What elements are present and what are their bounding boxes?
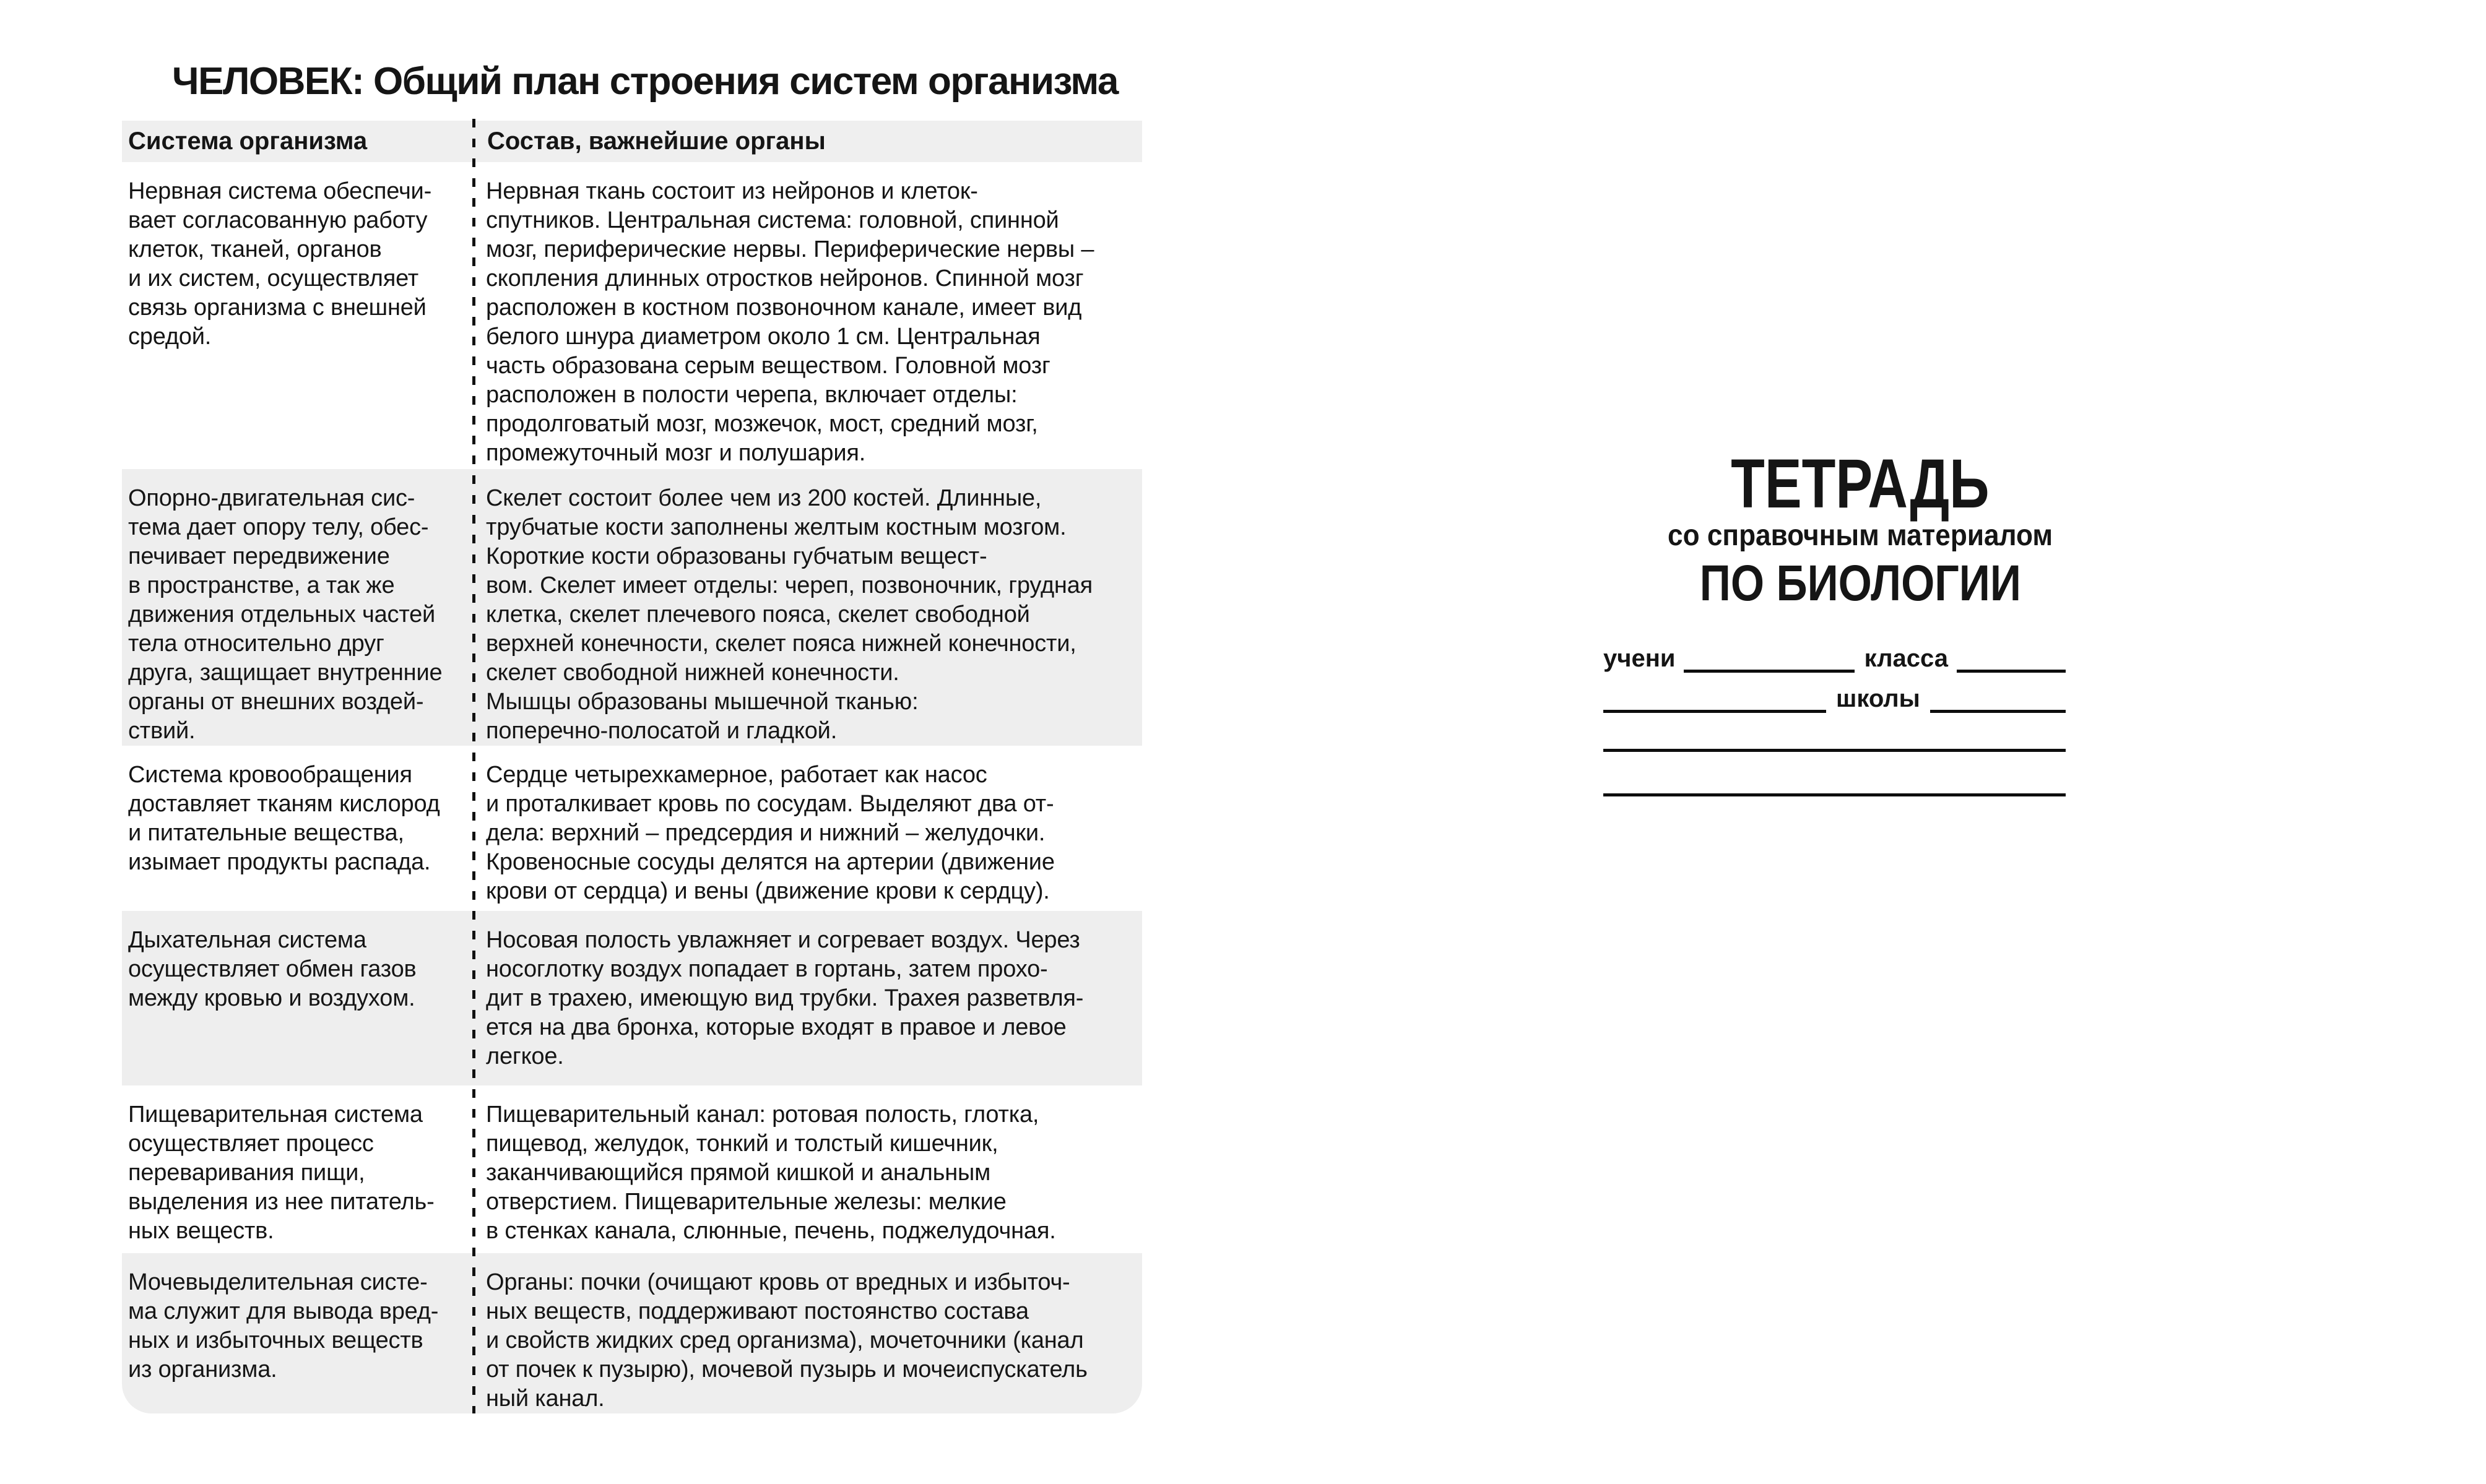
blank-line	[1684, 641, 1854, 673]
system-cell	[122, 746, 472, 911]
column-header-system: Система организма	[128, 127, 368, 155]
table-row	[122, 1253, 1142, 1413]
text-line: осуществляет обмен газов	[128, 956, 417, 982]
text-line: Пищеварительный канал: ротовая полость, глотка,	[486, 1102, 1039, 1128]
text-line: вом. Скелет имеет отделы: череп, позвоночник, грудная	[486, 572, 1093, 598]
text-line: изымает продукты распада.	[128, 849, 431, 875]
text-line: продолговатый мозг, мозжечок, мост, средний мозг,	[486, 411, 1038, 437]
system-cell	[122, 469, 472, 746]
form-row-school	[1603, 681, 2066, 713]
cover-title	[1622, 445, 2098, 522]
text-line: друга, защищает внутренние	[128, 660, 443, 686]
text-line: Кровеносные сосуды делятся на артерии (движение	[486, 849, 1055, 875]
text-line: скелет свободной нижней конечности.	[486, 660, 899, 686]
text-line: органы от внешних воздей-	[128, 689, 424, 715]
class-label: класса	[1864, 645, 1948, 672]
system-cell	[122, 162, 472, 469]
text-line: осуществляет процесс	[128, 1131, 374, 1157]
blank-line	[1930, 681, 2066, 713]
text-line: и питательные вещества,	[128, 820, 404, 846]
text-line: выделения из нее питатель-	[128, 1189, 435, 1215]
text-line: пищевод, желудок, тонкий и толстый кишечник,	[486, 1131, 998, 1157]
text-line: печивает передвижение	[128, 543, 390, 569]
text-line: заканчивающийся прямой кишкой и анальным	[486, 1160, 991, 1186]
text-line: Мышцы образованы мышечной тканью:	[486, 689, 919, 715]
text-line: спутников. Центральная система: головной, спинной	[486, 207, 1059, 233]
text-line: и свойств жидких сред организма), мочеточники (канал	[486, 1327, 1084, 1353]
text-line: и проталкивает кровь по сосудам. Выделяют два от-	[486, 791, 1054, 817]
text-line: Нервная ткань состоит из нейронов и клеток-	[486, 178, 978, 204]
text-line: клеток, тканей, органов	[128, 236, 382, 262]
organs-cell	[472, 162, 1142, 469]
cover-subtitle	[1622, 521, 2098, 551]
text-line: носоглотку воздух попадает в гортань, затем прохо-	[486, 956, 1048, 982]
page-title: ЧЕЛОВЕК: Общий план строения систем организма	[172, 60, 1118, 103]
text-line: легкое.	[486, 1043, 564, 1069]
text-line: промежуточный мозг и полушария.	[486, 440, 866, 466]
text-line: Мочевыделительная систе-	[128, 1269, 428, 1295]
cover-subject-text: ПО БИОЛОГИИ	[1699, 555, 2021, 611]
text-line: ется на два бронха, которые входят в правое и левое	[486, 1014, 1067, 1040]
text-line: Опорно-двигательная сис-	[128, 485, 415, 511]
text-line: из организма.	[128, 1357, 277, 1383]
text-line: тема дает опору телу, обес-	[128, 514, 429, 540]
cover-title-text: ТЕТРАДЬ	[1731, 445, 1990, 522]
text-line: клетка, скелет плечевого пояса, скелет свободной	[486, 602, 1030, 628]
form-row-blank	[1603, 720, 2066, 752]
text-line: в пространстве, а так же	[128, 572, 395, 598]
text-line: ный канал.	[486, 1386, 605, 1412]
text-line: переваривания пищи,	[128, 1160, 365, 1186]
blank-line	[1603, 681, 1826, 713]
text-line: доставляет тканям кислород	[128, 791, 440, 817]
text-line: движения отдельных частей	[128, 602, 436, 628]
text-line: ствий.	[128, 718, 196, 744]
text-line: Органы: почки (очищают кровь от вредных и избыточ-	[486, 1269, 1070, 1295]
system-cell	[122, 1085, 472, 1253]
table-row	[122, 162, 1142, 469]
text-line: между кровью и воздухом.	[128, 985, 415, 1011]
form-row-student-class	[1603, 641, 2066, 673]
text-line: и их систем, осуществляет	[128, 265, 418, 291]
cover-subject	[1622, 555, 2098, 611]
text-line: расположен в полости черепа, включает отделы:	[486, 382, 1018, 408]
column-header-organs: Состав, важнейшие органы	[487, 127, 826, 155]
text-line: дит в трахею, имеющую вид трубки. Трахея разветвля-	[486, 985, 1084, 1011]
text-line: средой.	[128, 324, 212, 350]
text-line: крови от сердца) и вены (движение крови к сердцу).	[486, 878, 1050, 904]
text-line: дела: верхний – предсердия и нижний – желудочки.	[486, 820, 1046, 846]
blank-line	[1603, 720, 2066, 752]
text-line: ных и избыточных веществ	[128, 1327, 423, 1353]
text-line: Нервная система обеспечи-	[128, 178, 432, 204]
organs-cell	[472, 911, 1142, 1085]
system-cell	[122, 1253, 472, 1413]
organs-cell	[472, 1085, 1142, 1253]
text-line: от почек к пузырю), мочевой пузырь и мочеиспускатель	[486, 1357, 1088, 1383]
text-line: ных веществ, поддерживают постоянство состава	[486, 1298, 1029, 1324]
systems-table	[122, 121, 1142, 1413]
blank-line	[1603, 764, 2066, 796]
text-line: вает согласованную работу	[128, 207, 428, 233]
text-line: верхней конечности, скелет пояса нижней конечности,	[486, 631, 1076, 657]
student-label: учени	[1603, 645, 1676, 672]
text-line: скопления длинных отростков нейронов. Спинной мозг	[486, 265, 1084, 291]
text-line: Носовая полость увлажняет и согревает воздух. Через	[486, 927, 1080, 953]
organs-cell	[472, 746, 1142, 911]
cover-subtitle-text: со справочным материалом	[1667, 519, 2053, 552]
text-line: Короткие кости образованы губчатым вещест-	[486, 543, 987, 569]
table-row	[122, 746, 1142, 911]
text-line: Сердце четырехкамерное, работает как насос	[486, 762, 987, 788]
text-line: часть образована серым веществом. Головной мозг	[486, 353, 1050, 379]
text-line: отверстием. Пищеварительные железы: мелкие	[486, 1189, 1007, 1215]
table-row	[122, 469, 1142, 746]
form-row-blank	[1603, 764, 2066, 796]
text-line: ных веществ.	[128, 1218, 274, 1244]
blank-line	[1957, 641, 2066, 673]
organs-cell	[472, 1253, 1142, 1413]
text-line: Система кровообращения	[128, 762, 412, 788]
text-line: белого шнура диаметром около 1 см. Центральная	[486, 324, 1041, 350]
table-row	[122, 911, 1142, 1085]
text-line: трубчатые кости заполнены желтым костным мозгом.	[486, 514, 1067, 540]
school-label: школы	[1836, 685, 1920, 712]
organs-cell	[472, 469, 1142, 746]
system-cell	[122, 911, 472, 1085]
text-line: ма служит для вывода вред-	[128, 1298, 439, 1324]
table-header-row	[122, 121, 1142, 162]
text-line: связь организма с внешней	[128, 295, 427, 321]
text-line: мозг, периферические нервы. Периферические нервы –	[486, 236, 1094, 262]
table-row	[122, 1085, 1142, 1253]
text-line: тела относительно друг	[128, 631, 384, 657]
table-body	[122, 162, 1142, 1413]
text-line: Скелет состоит более чем из 200 костей. Длинные,	[486, 485, 1042, 511]
dashed-column-divider	[472, 119, 475, 1413]
text-line: Пищеварительная система	[128, 1102, 423, 1128]
text-line: поперечно-полосатой и гладкой.	[486, 718, 838, 744]
text-line: Дыхательная система	[128, 927, 366, 953]
text-line: в стенках канала, слюнные, печень, поджелудочная.	[486, 1218, 1056, 1244]
text-line: расположен в костном позвоночном канале, имеет вид	[486, 295, 1082, 321]
